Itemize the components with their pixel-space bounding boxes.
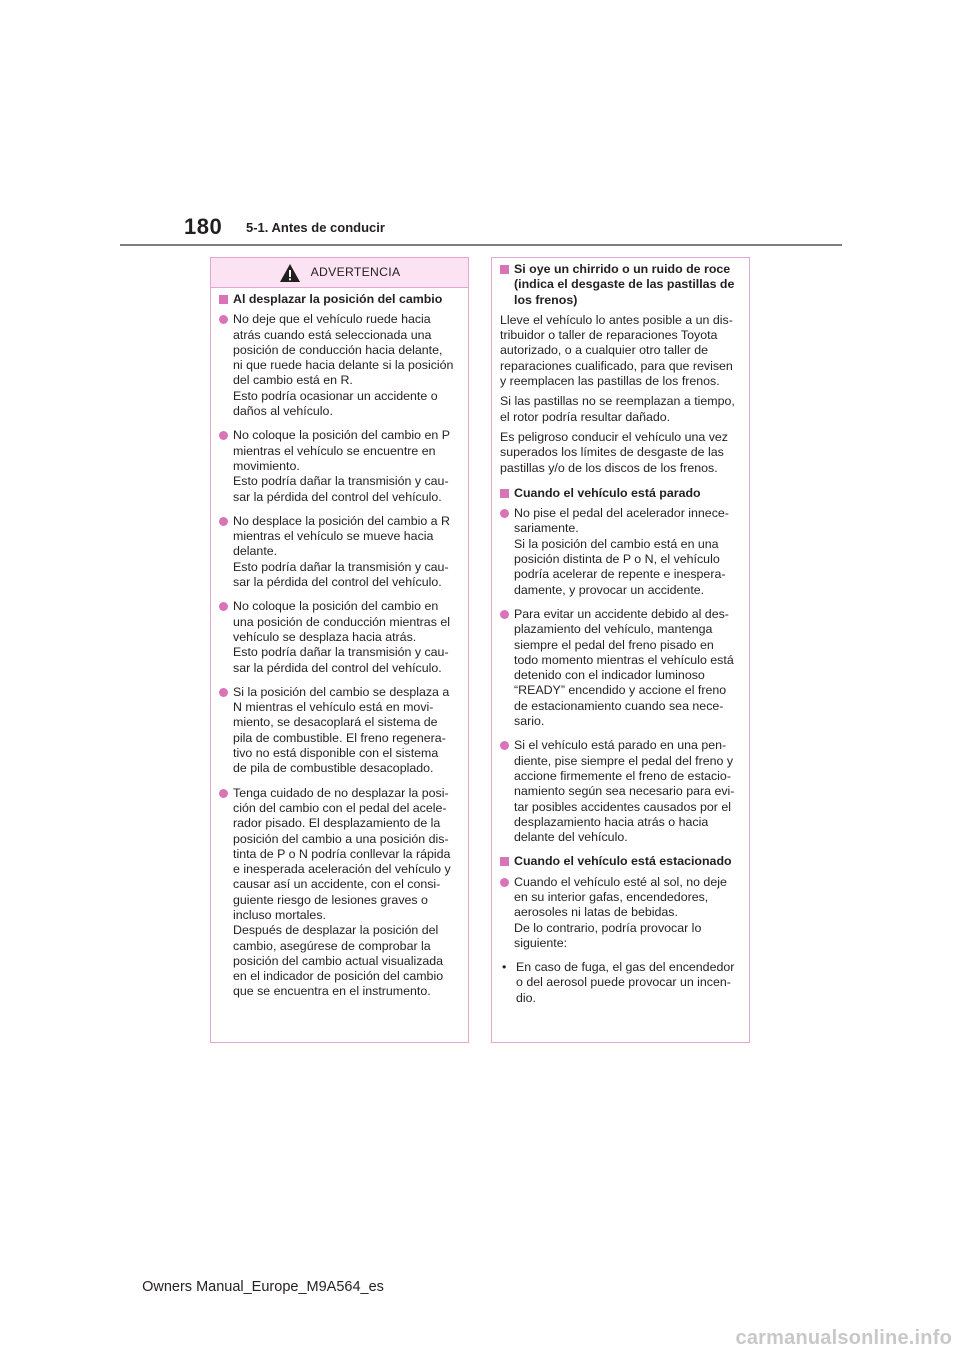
list-item: Si la posición del cambio se desplaza a N mientras el vehículo está en movi- miento, se desacoplará el sistema de pila de combustible. El freno regenera- tivo no está disponible con el sistema de pila de combustible desacoplado. [219, 685, 460, 777]
list-item: No desplace la posición del cambio a R mientras el vehículo se mueve hacia delante. Esto podría dañar la transmisión y cau- sar la pérdida del control del vehículo. [219, 514, 460, 590]
list-item: Para evitar un accidente debido al des- plazamiento del vehículo, mantenga siempre el pedal del freno pisado en todo momento mientras el vehículo está detenido con el indicador luminoso “READY” encendido y accione el freno de estacionamiento cuando sea nece- sario. [500, 607, 741, 729]
square-bullet-icon [219, 295, 228, 304]
warning-box-continued [491, 257, 750, 1043]
warning-header [211, 258, 468, 288]
header-divider [120, 244, 842, 246]
dot-bullet: • [502, 960, 507, 975]
warning-box [210, 257, 469, 1043]
list-item: No pise el pedal del acelerador innece- sariamente. Si la posición del cambio está en una posición distinta de P o N, el vehículo podría acelerar de repente e inespera- damente, y provocar un accidente. [500, 506, 741, 598]
warning-title: ADVERTENCIA [310, 264, 401, 279]
circle-bullet-icon [219, 688, 228, 697]
warning-heading: Al desplazar la posición del cambio [219, 292, 460, 307]
section-heading-parked: Cuando el vehículo está estacionado [500, 854, 741, 869]
square-bullet-icon [500, 857, 509, 866]
square-bullet-icon [500, 265, 509, 274]
circle-bullet-icon [219, 315, 228, 324]
sub-list-item: • En caso de fuga, el gas del encendedor o del aerosol puede provocar un incen- dio. [502, 960, 735, 1005]
circle-bullet-icon [219, 602, 228, 611]
list-item: No coloque la posición del cambio en una posición de conducción mientras el vehículo se desplaza hacia atrás. Esto podría dañar la transmisión y cau- sar la pérdida del control del vehículo. [219, 599, 460, 675]
section-heading-brake-noise: Si oye un chirrido o un ruido de roce (indica el desgaste de las pastillas de los frenos) [500, 262, 741, 308]
circle-bullet-icon [500, 878, 509, 887]
circle-bullet-icon [500, 610, 509, 619]
list-item: Cuando el vehículo esté al sol, no deje en su interior gafas, encendedores, aerosoles ni latas de bebidas. De lo contrario, podría provocar lo siguiente: [500, 875, 741, 951]
list-item: No deje que el vehículo ruede hacia atrás cuando está seleccionada una posición de conducción hacia delante, ni que ruede hacia delante si la posición del cambio está en R. Esto podría ocasionar un accidente o daños al vehículo. [219, 312, 460, 419]
paragraph: Es peligroso conducir el vehículo una vez superados los límites de desgaste de las pastillas y/o de los discos de los frenos. [500, 429, 728, 475]
section-heading-stopped: Cuando el vehículo está parado [500, 486, 741, 501]
paragraph: Lleve el vehículo lo antes posible a un dis- tribuidor o taller de reparaciones Toyota autorizado, o a cualquier otro taller de reparaciones cualificado, para que revisen y reemplacen las pastillas de los frenos. [500, 312, 733, 389]
list-item: Tenga cuidado de no desplazar la posi- ción del cambio con el pedal del acele- rador pisado. El desplazamiento de la posición del cambio a una posición dis- tinta de P o N podría conllevar la rápida e inesperada aceleración del vehículo y causar así un accidente, con el consi- guiente riesgo de lesiones graves o incluso mortales. Después de desplazar la posición del cambio, asegúrese de comprobar la posición del cambio actual visualizada en el indicador de posición del cambio que se encuentra en el instrumento. [219, 786, 460, 1000]
circle-bullet-icon [219, 431, 228, 440]
paragraph: Si las pastillas no se reemplazan a tiempo, el rotor podría resultar dañado. [500, 394, 735, 424]
circle-bullet-icon [500, 509, 509, 518]
circle-bullet-icon [500, 741, 509, 750]
section-title: 5-1. Antes de conducir [246, 220, 385, 235]
warning-triangle-icon [279, 263, 301, 283]
footer-text: Owners Manual_Europe_M9A564_es [142, 1279, 384, 1295]
circle-bullet-icon [219, 517, 228, 526]
page-number: 180 [184, 214, 223, 239]
watermark: carmanualsonline.info [735, 1327, 952, 1349]
circle-bullet-icon [219, 789, 228, 798]
list-item: No coloque la posición del cambio en P mientras el vehículo se encuentre en movimiento. Esto podría dañar la transmisión y cau- sar la pérdida del control del vehículo. [219, 428, 460, 504]
square-bullet-icon [500, 489, 509, 498]
list-item: Si el vehículo está parado en una pen- diente, pise siempre el pedal del freno y accione firmemente el freno de estacio- namiento según sea necesario para evi- tar posibles accidentes causados por el desplazamiento hacia atrás o hacia delante del vehículo. [500, 738, 741, 845]
